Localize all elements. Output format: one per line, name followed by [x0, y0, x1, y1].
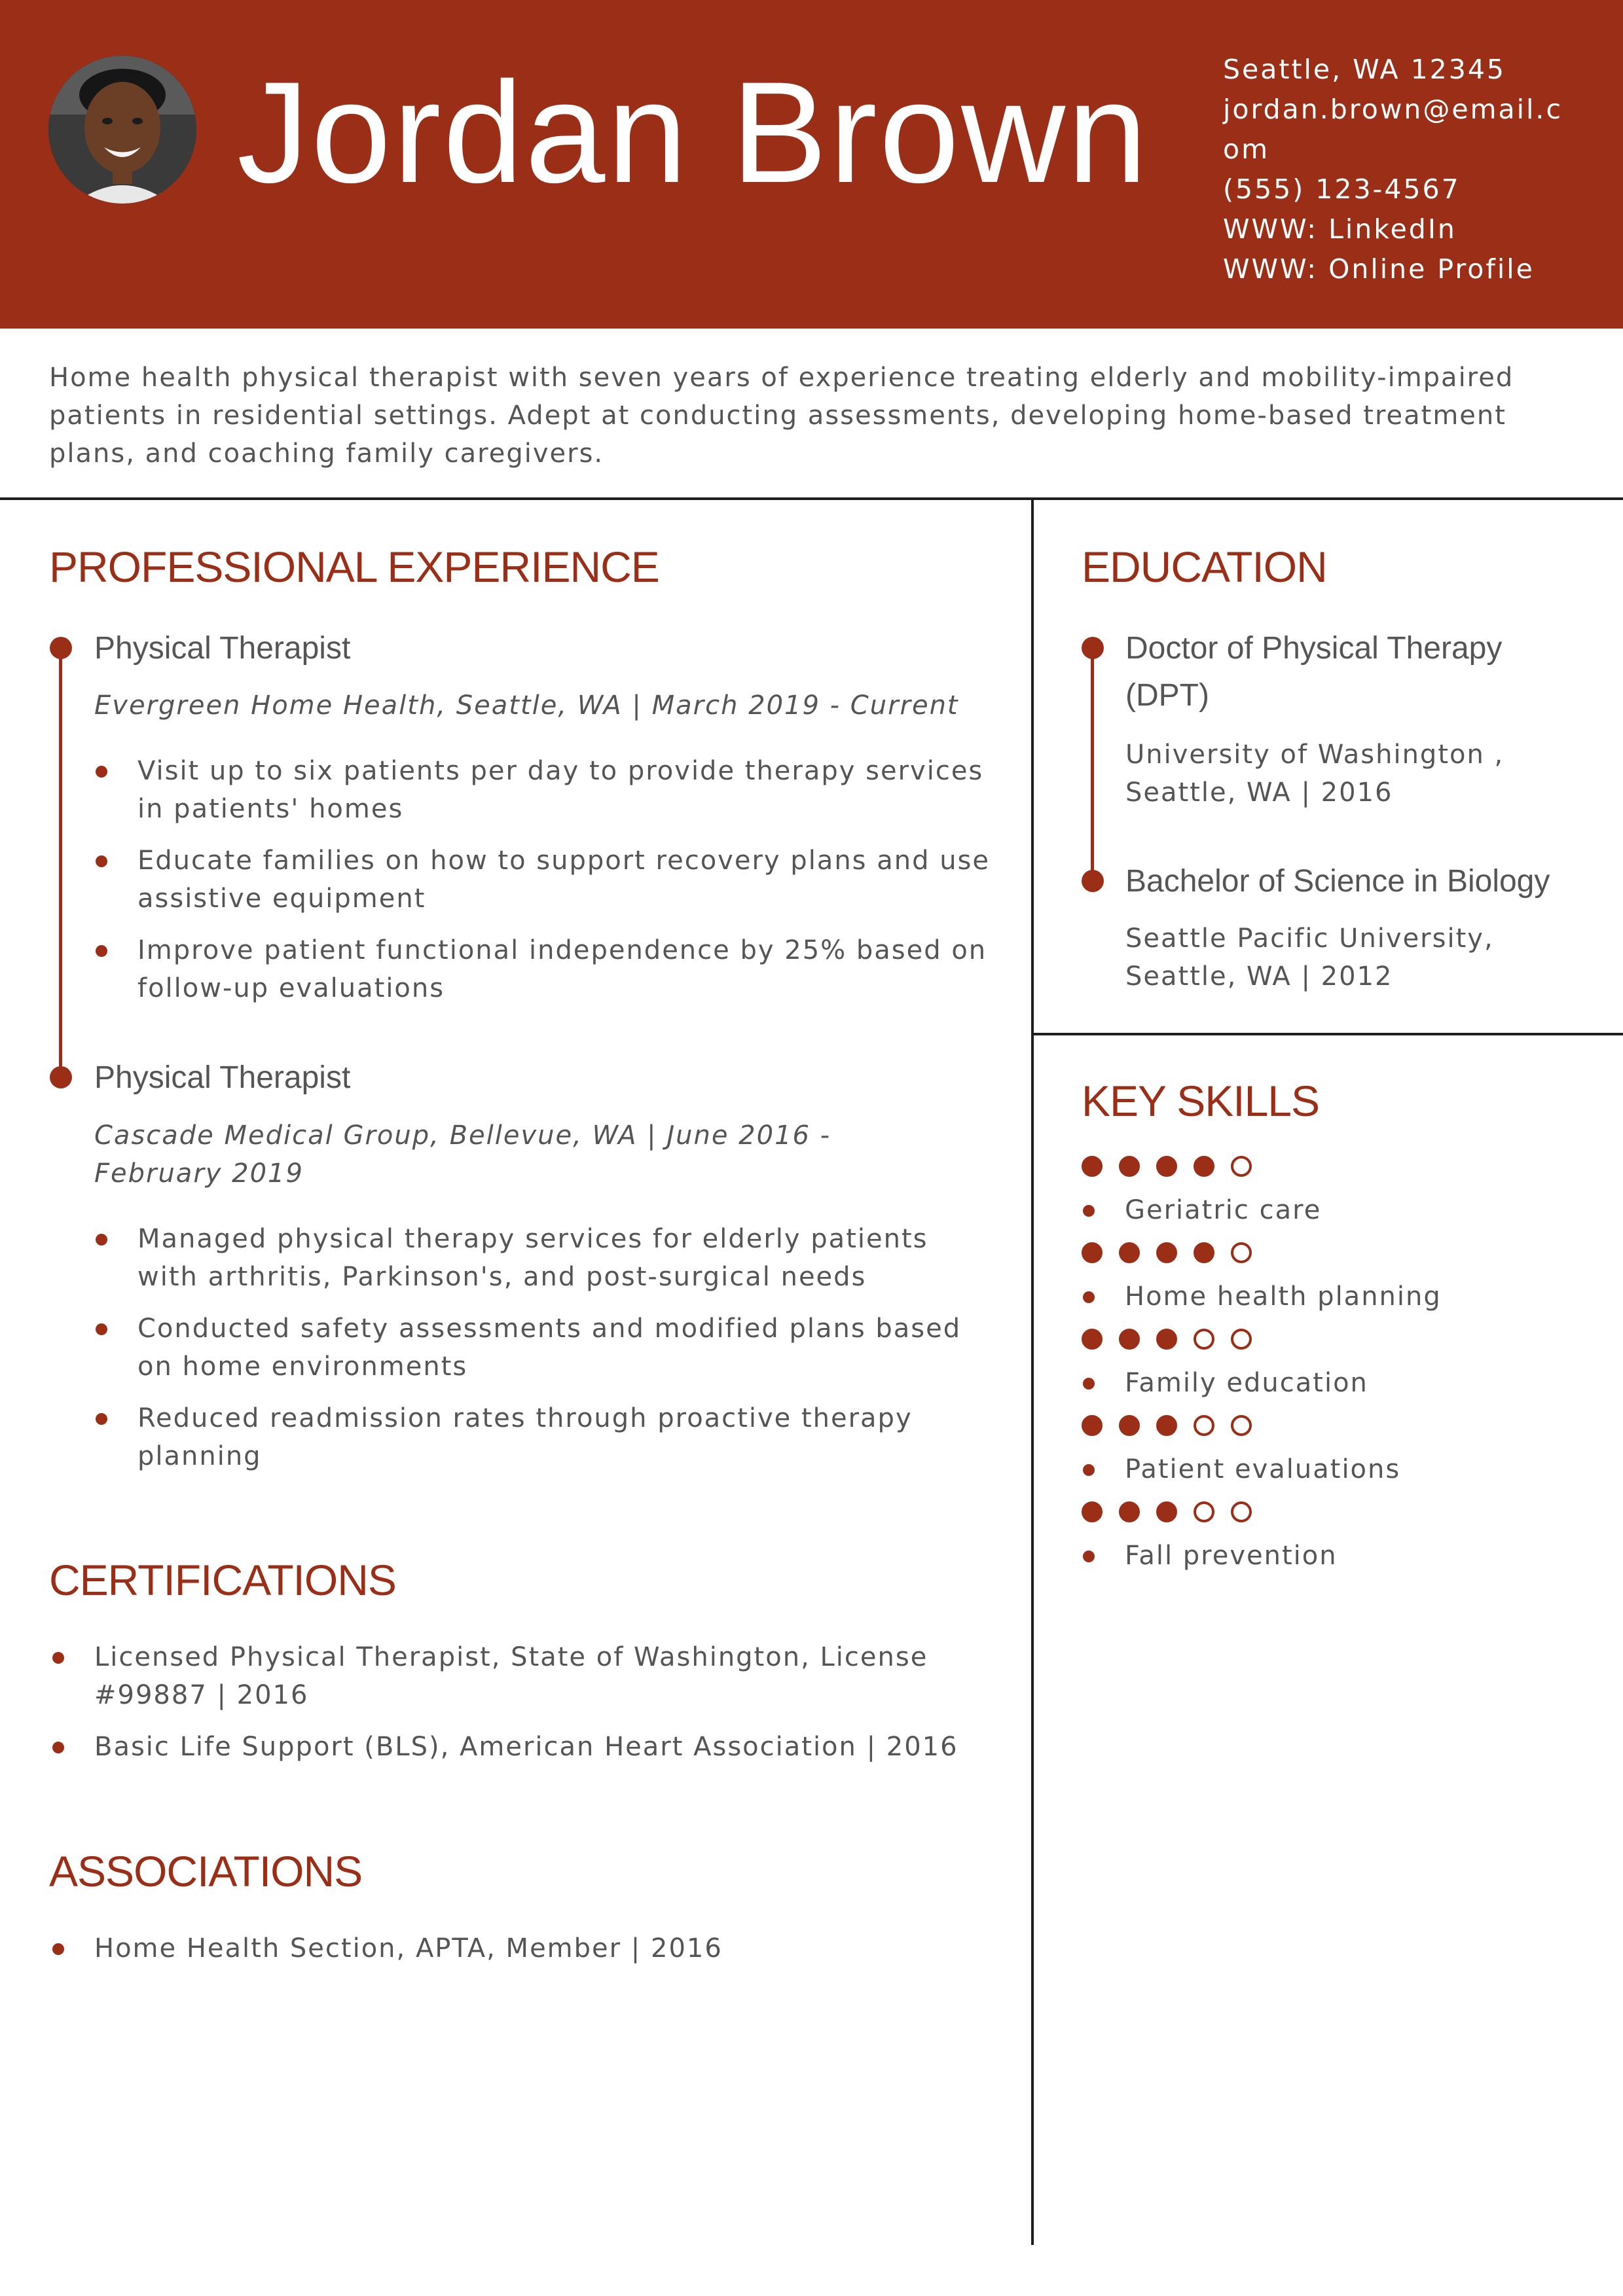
- skills-heading: KEY SKILLS: [1082, 1077, 1320, 1125]
- rating-dot-filled-icon: [1119, 1415, 1140, 1436]
- bullet-dot-icon: [1083, 1291, 1095, 1303]
- divider-vertical: [1031, 497, 1034, 2245]
- job-company-line: Evergreen Home Health, Seattle, WA | March 2019 - Current: [94, 691, 959, 721]
- bullet-dot-icon: [52, 1652, 64, 1664]
- rating-dot-filled-icon: [1156, 1242, 1177, 1263]
- rating-dot-filled-icon: [1119, 1329, 1140, 1350]
- timeline-dot: [50, 637, 72, 659]
- skill-item: [1082, 1156, 1579, 1229]
- skill-item: [1082, 1501, 1579, 1575]
- rating-dot-filled-icon: [1156, 1156, 1177, 1177]
- rating-dot-empty-icon: [1194, 1501, 1214, 1522]
- bullet-dot-icon: [96, 855, 107, 867]
- associations-list: [51, 1929, 968, 1981]
- degree-title: Bachelor of Science in Biology: [1125, 864, 1550, 899]
- divider-horizontal: [0, 497, 1623, 500]
- skill-rating: [1082, 1415, 1579, 1436]
- degree-school: Seattle Pacific University,: [1125, 924, 1494, 954]
- rating-dot-empty-icon: [1231, 1329, 1252, 1350]
- education-heading: EDUCATION: [1082, 543, 1327, 591]
- certifications-list: [51, 1638, 968, 1780]
- rating-dot-filled-icon: [1082, 1501, 1103, 1522]
- contact-block: [1223, 50, 1563, 289]
- bullet-dot-icon: [1083, 1205, 1095, 1217]
- bullet-dot-icon: [96, 1234, 107, 1246]
- skill-rating: [1082, 1156, 1579, 1177]
- skill-rating: [1082, 1242, 1579, 1263]
- skill-label: Geriatric care: [1082, 1191, 1579, 1229]
- list-item: Improve patient functional independence by 25% based on follow-up evaluations: [94, 931, 991, 1007]
- skill-label: Fall prevention: [1082, 1537, 1579, 1575]
- job-title: Physical Therapist: [94, 631, 351, 666]
- rating-dot-filled-icon: [1194, 1156, 1214, 1177]
- rating-dot-empty-icon: [1231, 1156, 1252, 1177]
- rating-dot-filled-icon: [1082, 1242, 1103, 1263]
- experience-heading: PROFESSIONAL EXPERIENCE: [49, 543, 659, 591]
- rating-dot-filled-icon: [1156, 1329, 1177, 1350]
- experience-timeline: [59, 648, 62, 1077]
- bullet-dot-icon: [96, 945, 107, 957]
- rating-dot-empty-icon: [1231, 1415, 1252, 1436]
- bullet-dot-icon: [52, 1742, 64, 1753]
- job-company-line: Cascade Medical Group, Bellevue, WA | June 2016 - February 2019: [94, 1121, 831, 1189]
- bullet-dot-icon: [1083, 1378, 1095, 1390]
- rating-dot-filled-icon: [1082, 1156, 1103, 1177]
- job-location: Seattle, WA: [456, 691, 623, 721]
- degree-school-block: University of Washington , Seattle, WA | 2016: [1125, 736, 1571, 812]
- rating-dot-filled-icon: [1082, 1415, 1103, 1436]
- list-item: Conducted safety assessments and modified plans based on home environments: [94, 1310, 991, 1386]
- rating-dot-filled-icon: [1119, 1242, 1140, 1263]
- job-bullets: [94, 752, 991, 1021]
- degree-school-block: Seattle Pacific University, Seattle, WA | 2012: [1125, 920, 1571, 996]
- bullet-dot-icon: [96, 1323, 107, 1335]
- list-item: Educate families on how to support recovery plans and use assistive equipment: [94, 842, 991, 918]
- timeline-dot: [50, 1066, 72, 1088]
- degree-location: Seattle, WA: [1125, 778, 1292, 808]
- bullet-dot-icon: [1083, 1551, 1095, 1562]
- skill-rating: [1082, 1329, 1579, 1350]
- skill-label: Home health planning: [1082, 1278, 1579, 1316]
- degree-school: University of Washington ,: [1125, 740, 1504, 770]
- degree-location: Seattle, WA: [1125, 961, 1292, 992]
- rating-dot-filled-icon: [1194, 1242, 1214, 1263]
- associations-heading: ASSOCIATIONS: [49, 1847, 363, 1895]
- bullet-dot-icon: [1083, 1464, 1095, 1476]
- timeline-dot: [1082, 870, 1104, 892]
- rating-dot-filled-icon: [1156, 1415, 1177, 1436]
- job-bullets: [94, 1220, 991, 1489]
- list-item: Reduced readmission rates through proactive therapy planning: [94, 1399, 991, 1475]
- education-timeline: [1091, 648, 1094, 880]
- skill-rating: [1082, 1501, 1579, 1522]
- contact-email[interactable]: jordan.brown@email.com: [1223, 94, 1563, 165]
- job-dates: June 2016 - February 2019: [94, 1121, 831, 1189]
- rating-dot-empty-icon: [1231, 1501, 1252, 1522]
- rating-dot-filled-icon: [1119, 1156, 1140, 1177]
- contact-linkedin[interactable]: WWW: LinkedIn: [1223, 213, 1457, 245]
- skill-label: Family education: [1082, 1364, 1579, 1402]
- skill-item: [1082, 1242, 1579, 1316]
- candidate-name: Jordan Brown: [237, 52, 1150, 213]
- skill-item: [1082, 1329, 1579, 1402]
- rating-dot-empty-icon: [1194, 1415, 1214, 1436]
- list-item: Licensed Physical Therapist, State of Washington, License #99887 | 2016: [51, 1638, 968, 1714]
- degree-year: 2012: [1321, 961, 1393, 992]
- summary: Home health physical therapist with seven years of experience treating elderly and mobility-impaired patients in residential settings. Adept at conducting assessments, developing home-based treatment plans, and coaching family caregivers.: [49, 363, 1514, 469]
- job-company: Evergreen Home Health: [94, 691, 437, 721]
- skills-list: [1082, 1156, 1579, 1588]
- job-title: Physical Therapist: [94, 1060, 351, 1095]
- bullet-dot-icon: [96, 1413, 107, 1425]
- contact-phone: (555) 123-4567: [1223, 173, 1461, 205]
- list-item: Managed physical therapy services for elderly patients with arthritis, Parkinson's, and post-surgical needs: [94, 1220, 991, 1296]
- bullet-dot-icon: [96, 766, 107, 778]
- job-company: Cascade Medical Group: [94, 1121, 431, 1151]
- degree-title: Doctor of Physical Therapy (DPT): [1125, 631, 1503, 713]
- job-location: Bellevue, WA: [449, 1121, 638, 1151]
- person-photo-icon: [48, 56, 196, 204]
- certifications-heading: CERTIFICATIONS: [49, 1556, 396, 1604]
- degree-year: 2016: [1321, 778, 1393, 808]
- skill-item: [1082, 1415, 1579, 1488]
- divider-right-column: [1031, 1033, 1623, 1035]
- list-item: Home Health Section, APTA, Member | 2016: [51, 1929, 968, 1967]
- skill-label: Patient evaluations: [1082, 1450, 1579, 1488]
- rating-dot-empty-icon: [1231, 1242, 1252, 1263]
- job-dates: March 2019 - Current: [651, 691, 959, 721]
- contact-location: Seattle, WA 12345: [1223, 54, 1506, 85]
- list-item: Basic Life Support (BLS), American Heart Association | 2016: [51, 1728, 968, 1766]
- rating-dot-filled-icon: [1082, 1329, 1103, 1350]
- rating-dot-filled-icon: [1156, 1501, 1177, 1522]
- timeline-dot: [1082, 637, 1104, 659]
- rating-dot-empty-icon: [1194, 1329, 1214, 1350]
- list-item: Visit up to six patients per day to provide therapy services in patients' homes: [94, 752, 991, 828]
- bullet-dot-icon: [52, 1943, 64, 1955]
- contact-profile[interactable]: WWW: Online Profile: [1223, 253, 1535, 285]
- avatar: [48, 56, 196, 204]
- rating-dot-filled-icon: [1119, 1501, 1140, 1522]
